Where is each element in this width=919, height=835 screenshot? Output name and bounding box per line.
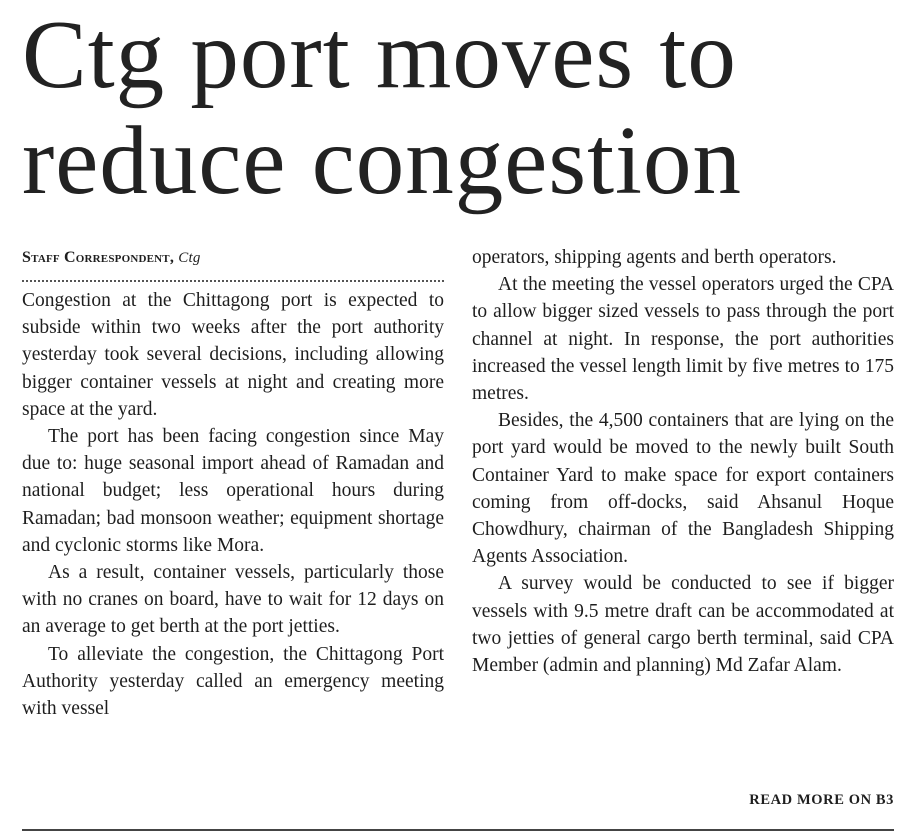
headline-line-1: Ctg port moves to <box>22 1 737 108</box>
byline-name: Staff Correspondent, <box>22 249 175 266</box>
paragraph: Besides, the 4,500 containers that are lying on the port yard would be moved to the newly built South Container Yard to make space for export containers coming from off-docks, said Ahsanul Hoque Chowdhury, chairman of the Bangladesh Shipping Agents Association. <box>472 410 894 568</box>
paragraph: To alleviate the congestion, the Chittagong Port Authority yesterday called an emergency meeting with vessel <box>22 643 444 720</box>
left-column <box>22 244 444 722</box>
headline-line-2: reduce congestion <box>22 107 742 214</box>
paragraph: As a result, container vessels, particularly those with no cranes on board, have to wait for 12 days on an average to get berth at the port jetties. <box>22 562 444 638</box>
paragraph: Congestion at the Chittagong port is expected to subside within two weeks after the port authority yesterday took several decisions, including allowing bigger container vessels at night and creating more space at the yard. <box>22 290 444 420</box>
read-more-link[interactable]: READ MORE ON B3 <box>749 792 894 808</box>
paragraph: operators, shipping agents and berth operators. <box>472 247 837 268</box>
bottom-rule <box>22 829 894 831</box>
headline <box>22 2 902 214</box>
byline <box>22 244 444 272</box>
paragraph: A survey would be conducted to see if bigger vessels with 9.5 metre draft can be accommodated at two jetties of general cargo berth terminal, said CPA Member (admin and planning) Md Zafar Alam. <box>472 573 894 677</box>
dotted-divider <box>22 280 444 282</box>
byline-place: Ctg <box>178 250 201 266</box>
paragraph: At the meeting the vessel operators urged the CPA to allow bigger sized vessels to pass through the port channel at night. In response, the port authorities increased the vessel length limit by five metres to 175 metres. <box>472 274 894 405</box>
right-column <box>472 244 894 679</box>
paragraph: The port has been facing congestion since May due to: huge seasonal import ahead of Ramadan and national budget; less operational hours during Ramadan; bad monsoon weather; equipment shortage and cyclonic storms like Mora. <box>22 426 444 556</box>
